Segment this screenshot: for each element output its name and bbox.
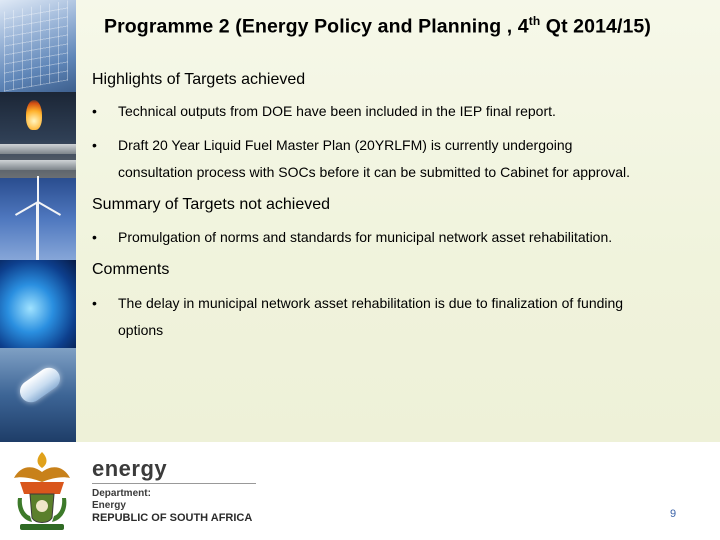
bullet-continuation: consultation process with SOCs before it can be submitted to Cabinet for approval. — [118, 164, 631, 180]
footer — [0, 442, 720, 540]
solar-panel-image — [0, 0, 76, 92]
energy-flow-image — [0, 260, 76, 348]
coat-of-arms-logo — [6, 448, 78, 534]
heading-not-achieved: Summary of Targets not achieved — [92, 196, 331, 213]
bullet-symbol: • — [92, 137, 97, 153]
heading-comments: Comments — [92, 261, 170, 278]
bullet-symbol: • — [92, 229, 97, 245]
bullet-text: Technical outputs from DOE have been included in the IEP final report. — [118, 103, 556, 119]
bullet-text: Promulgation of norms and standards for municipal network asset rehabilitation. — [118, 229, 613, 245]
slide-title: Programme 2 (Energy Policy and Planning , 4th Qt 2014/15) — [104, 14, 651, 38]
light-bulb-image — [0, 348, 76, 442]
department-name: Energy — [92, 500, 126, 511]
energy-image-strip — [0, 0, 76, 442]
gas-flame-image — [0, 92, 76, 178]
bullet-symbol: • — [92, 295, 97, 311]
heading-highlights: Highlights of Targets achieved — [92, 71, 306, 88]
department-label: Department: — [92, 488, 151, 499]
bullet-text: Draft 20 Year Liquid Fuel Master Plan (20YRLFM) is currently undergoing — [118, 137, 573, 153]
bullet-continuation: options — [118, 322, 164, 338]
bullet-symbol: • — [92, 103, 97, 119]
brand-energy: energy — [92, 456, 168, 481]
wind-turbine-image — [0, 178, 76, 260]
bullet-text: The delay in municipal network asset rehabilitation is due to finalization of funding — [118, 295, 624, 311]
brand-divider — [92, 483, 256, 484]
country-name: REPUBLIC OF SOUTH AFRICA — [92, 512, 253, 524]
page-number: 9 — [670, 508, 677, 520]
